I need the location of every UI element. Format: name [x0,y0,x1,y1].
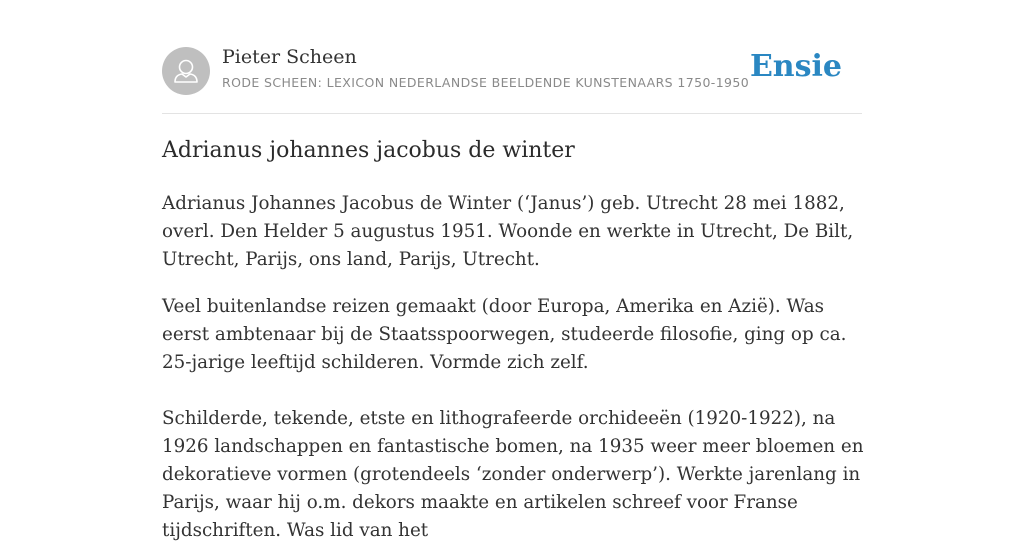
article-header [162,44,862,100]
author-name[interactable]: Pieter Scheen [222,46,357,68]
article-paragraph: Veel buitenlandse reizen gemaakt (door Europa, Amerika en Azië). Was eerst ambtenaar bij de Staatsspoorwegen, studeerde filosofie, ging op ca. 25-jarige leeftijd schilderen. Vormde zich zelf. [162,296,847,373]
article-body [162,190,867,545]
article-paragraph: Schilderde, tekende, etste en lithografeerde orchideeën (1920-1922), na 1926 landschappen en fantastische bomen, na 1935 weer meer bloemen en dekoratieve vormen (grotendeels ‘zonder onderwerp’). Werkte jarenlang in Parijs, waar hij o.m. dekors maakte en artikelen schreef voor Franse tijdschriften. Was lid van het [162,408,864,541]
article-title: Adrianus johannes jacobus de winter [162,138,575,163]
header-divider [162,113,862,114]
source-title[interactable]: RODE SCHEEN: LEXICON NEDERLANDSE BEELDENDE KUNSTENAARS 1750-1950 [222,75,750,90]
user-avatar-icon[interactable] [162,47,210,95]
ensie-logo[interactable]: Ensie [749,49,842,84]
article-paragraph: Adrianus Johannes Jacobus de Winter (‘Janus’) geb. Utrecht 28 mei 1882, overl. Den Helder 5 augustus 1951. Woonde en werkte in Utrecht, De Bilt, Utrecht, Parijs, ons land, Parijs, Utrecht. [162,193,854,270]
